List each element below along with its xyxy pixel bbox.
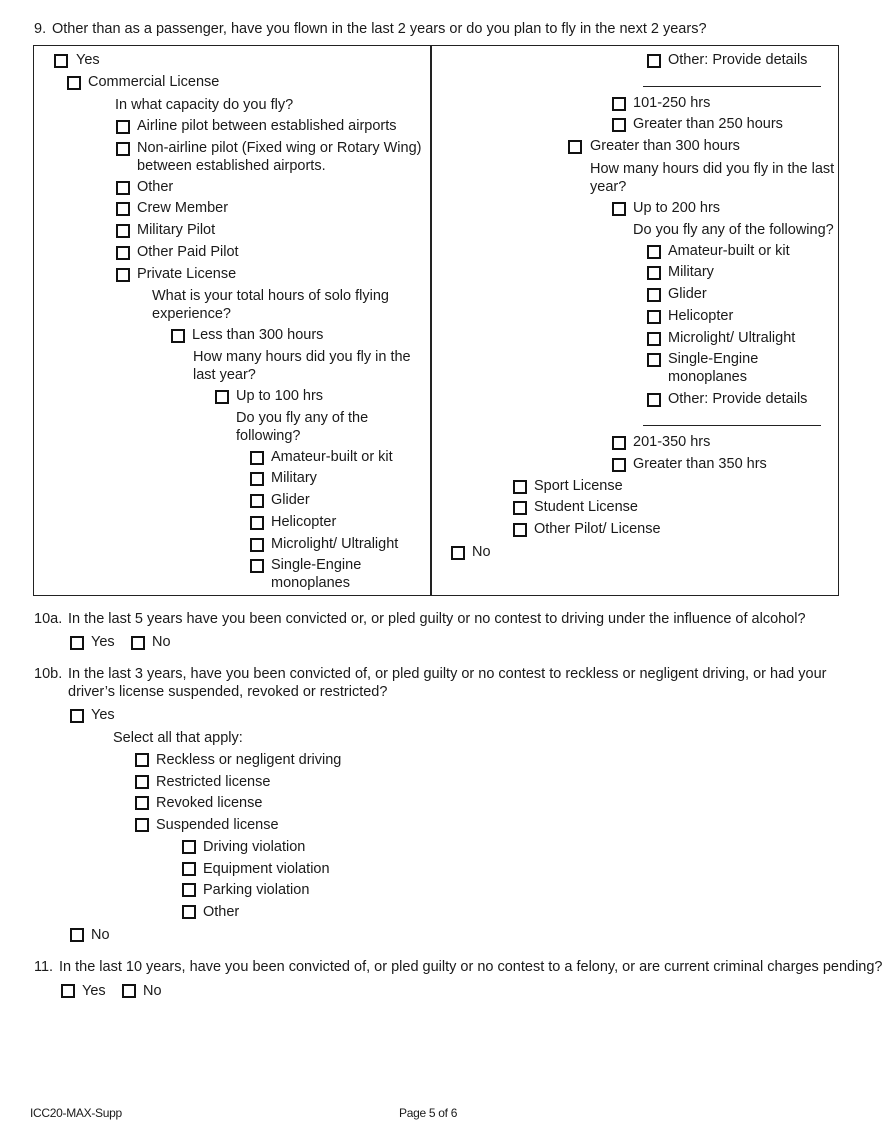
up-to-100-checkbox[interactable] xyxy=(215,390,229,404)
greater-than-300-checkbox[interactable] xyxy=(568,140,582,154)
right-glider-label: Glider xyxy=(668,286,707,302)
left-single-engine-label-1: Single-Engine xyxy=(271,557,362,573)
left-glider-label: Glider xyxy=(271,492,310,508)
q11-question: In the last 10 years, have you been convicted of, or pled guilty or no contest to a felony, or are current criminal charges pending? xyxy=(59,959,883,975)
101-250-hrs-label: 101-250 hrs xyxy=(633,95,711,111)
left-military-checkbox[interactable] xyxy=(250,472,264,486)
reckless-driving-label: Reckless or negligent driving xyxy=(156,752,342,768)
left-amateur-built-checkbox[interactable] xyxy=(250,451,264,465)
student-license-checkbox[interactable] xyxy=(513,501,527,515)
right-amateur-built-checkbox[interactable] xyxy=(647,245,661,259)
q10b-no-label: No xyxy=(91,927,110,943)
military-pilot-label: Military Pilot xyxy=(137,222,216,238)
page-number: Page 5 of 6 xyxy=(399,1106,458,1120)
revoked-license-label: Revoked license xyxy=(156,795,263,811)
q9-yes-checkbox[interactable] xyxy=(54,54,68,68)
left-amateur-built-label: Amateur-built or kit xyxy=(271,449,393,465)
non-airline-pilot-checkbox[interactable] xyxy=(116,142,130,156)
commercial-license-checkbox[interactable] xyxy=(67,76,81,90)
other-paid-pilot-checkbox[interactable] xyxy=(116,246,130,260)
right-military-label: Military xyxy=(668,264,714,280)
driving-violation-label: Driving violation xyxy=(203,839,306,855)
crew-member-label: Crew Member xyxy=(137,200,229,216)
right-other-details-top-label: Other: Provide details xyxy=(668,52,808,68)
201-350-hrs-checkbox[interactable] xyxy=(612,436,626,450)
q10a-no-checkbox[interactable] xyxy=(131,636,145,650)
other-pilot-license-label: Other Pilot/ License xyxy=(534,521,661,537)
private-license-label: Private License xyxy=(137,266,237,282)
parking-violation-checkbox[interactable] xyxy=(182,883,196,897)
right-other-details-label: Other: Provide details xyxy=(668,391,808,407)
q10a-no-label: No xyxy=(152,634,171,650)
suspended-license-checkbox[interactable] xyxy=(135,818,149,832)
101-250-hrs-checkbox[interactable] xyxy=(612,97,626,111)
right-glider-checkbox[interactable] xyxy=(647,288,661,302)
table-divider xyxy=(430,45,432,596)
solo-hours-question-2: experience? xyxy=(152,306,231,322)
left-microlight-checkbox[interactable] xyxy=(250,538,264,552)
other-violation-label: Other xyxy=(203,904,240,920)
right-other-details-checkbox[interactable] xyxy=(647,393,661,407)
q10b-question-1: In the last 3 years, have you been convicted of, or pled guilty or no contest to reckless or negligent driving, or had your xyxy=(68,666,827,682)
left-hours-question-1: How many hours did you fly in the xyxy=(193,349,411,365)
non-airline-pilot-label-2: between established airports. xyxy=(137,158,326,174)
left-single-engine-label-2: monoplanes xyxy=(271,575,350,591)
suspended-license-label: Suspended license xyxy=(156,817,279,833)
q10a-yes-checkbox[interactable] xyxy=(70,636,84,650)
right-helicopter-checkbox[interactable] xyxy=(647,310,661,324)
equipment-violation-checkbox[interactable] xyxy=(182,862,196,876)
commercial-license-label: Commercial License xyxy=(88,74,220,90)
right-helicopter-label: Helicopter xyxy=(668,308,734,324)
parking-violation-label: Parking violation xyxy=(203,882,310,898)
q11-no-checkbox[interactable] xyxy=(122,984,136,998)
right-single-engine-checkbox[interactable] xyxy=(647,353,661,367)
201-350-hrs-label: 201-350 hrs xyxy=(633,434,711,450)
greater-than-350-checkbox[interactable] xyxy=(612,458,626,472)
left-hours-question-2: last year? xyxy=(193,367,256,383)
q9-no-checkbox[interactable] xyxy=(451,546,465,560)
greater-than-250-label: Greater than 250 hours xyxy=(633,116,783,132)
capacity-question: In what capacity do you fly? xyxy=(115,97,294,113)
q9-question: Other than as a passenger, have you flown in the last 2 years or do you plan to fly in the next 2 years? xyxy=(52,21,707,37)
right-single-engine-label-2: monoplanes xyxy=(668,369,747,385)
other-capacity-label: Other xyxy=(137,179,174,195)
left-glider-checkbox[interactable] xyxy=(250,494,264,508)
right-fly-question: Do you fly any of the following? xyxy=(633,222,834,238)
q10b-number: 10b. xyxy=(34,666,63,682)
greater-than-350-label: Greater than 350 hrs xyxy=(633,456,767,472)
q10b-yes-label: Yes xyxy=(91,707,115,723)
right-other-details-top-checkbox[interactable] xyxy=(647,54,661,68)
left-single-engine-checkbox[interactable] xyxy=(250,559,264,573)
solo-hours-question-1: What is your total hours of solo flying xyxy=(152,288,389,304)
restricted-license-label: Restricted license xyxy=(156,774,271,790)
student-license-label: Student License xyxy=(534,499,638,515)
other-details-top-line[interactable] xyxy=(643,86,821,87)
right-hours-question-1: How many hours did you fly in the last xyxy=(590,161,835,177)
q10b-no-checkbox[interactable] xyxy=(70,928,84,942)
less-than-300-checkbox[interactable] xyxy=(171,329,185,343)
sport-license-label: Sport License xyxy=(534,478,623,494)
q9-yes-label: Yes xyxy=(76,52,100,68)
crew-member-checkbox[interactable] xyxy=(116,202,130,216)
q9-number: 9. xyxy=(34,21,47,37)
reckless-driving-checkbox[interactable] xyxy=(135,753,149,767)
q10b-question-2: driver’s license suspended, revoked or restricted? xyxy=(68,684,388,700)
left-fly-question-1: Do you fly any of the xyxy=(236,410,369,426)
left-military-label: Military xyxy=(271,470,317,486)
up-to-200-checkbox[interactable] xyxy=(612,202,626,216)
q11-yes-checkbox[interactable] xyxy=(61,984,75,998)
right-hours-question-2: year? xyxy=(590,179,627,195)
right-microlight-checkbox[interactable] xyxy=(647,332,661,346)
q10a-question: In the last 5 years have you been convicted or, or pled guilty or no contest to driving under the influence of alcohol? xyxy=(68,611,806,627)
q11-no-label: No xyxy=(143,983,162,999)
airline-pilot-label: Airline pilot between established airports xyxy=(137,118,397,134)
driving-violation-checkbox[interactable] xyxy=(182,840,196,854)
up-to-100-label: Up to 100 hrs xyxy=(236,388,324,404)
left-helicopter-checkbox[interactable] xyxy=(250,516,264,530)
airline-pilot-checkbox[interactable] xyxy=(116,120,130,134)
restricted-license-checkbox[interactable] xyxy=(135,775,149,789)
other-violation-checkbox[interactable] xyxy=(182,905,196,919)
left-helicopter-label: Helicopter xyxy=(271,514,337,530)
military-pilot-checkbox[interactable] xyxy=(116,224,130,238)
other-capacity-checkbox[interactable] xyxy=(116,181,130,195)
other-details-line[interactable] xyxy=(643,425,821,426)
q11-yes-label: Yes xyxy=(82,983,106,999)
less-than-300-label: Less than 300 hours xyxy=(192,327,324,343)
q10a-yes-label: Yes xyxy=(91,634,115,650)
q9-no-label: No xyxy=(472,544,491,560)
select-all-instruction: Select all that apply: xyxy=(113,730,243,746)
other-paid-pilot-label: Other Paid Pilot xyxy=(137,244,239,260)
other-pilot-license-checkbox[interactable] xyxy=(513,523,527,537)
revoked-license-checkbox[interactable] xyxy=(135,796,149,810)
non-airline-pilot-label-1: Non-airline pilot (Fixed wing or Rotary Wing) xyxy=(137,140,422,156)
right-military-checkbox[interactable] xyxy=(647,266,661,280)
right-amateur-built-label: Amateur-built or kit xyxy=(668,243,790,259)
greater-than-300-label: Greater than 300 hours xyxy=(590,138,740,154)
equipment-violation-label: Equipment violation xyxy=(203,861,330,877)
q10b-yes-checkbox[interactable] xyxy=(70,709,84,723)
q11-number: 11. xyxy=(34,959,54,975)
q10a-number: 10a. xyxy=(34,611,63,627)
left-microlight-label: Microlight/ Ultralight xyxy=(271,536,399,552)
sport-license-checkbox[interactable] xyxy=(513,480,527,494)
right-microlight-label: Microlight/ Ultralight xyxy=(668,330,796,346)
right-single-engine-label-1: Single-Engine xyxy=(668,351,759,367)
greater-than-250-checkbox[interactable] xyxy=(612,118,626,132)
left-fly-question-2: following? xyxy=(236,428,301,444)
form-id: ICC20-MAX-Supp xyxy=(30,1106,122,1120)
up-to-200-label: Up to 200 hrs xyxy=(633,200,721,216)
private-license-checkbox[interactable] xyxy=(116,268,130,282)
